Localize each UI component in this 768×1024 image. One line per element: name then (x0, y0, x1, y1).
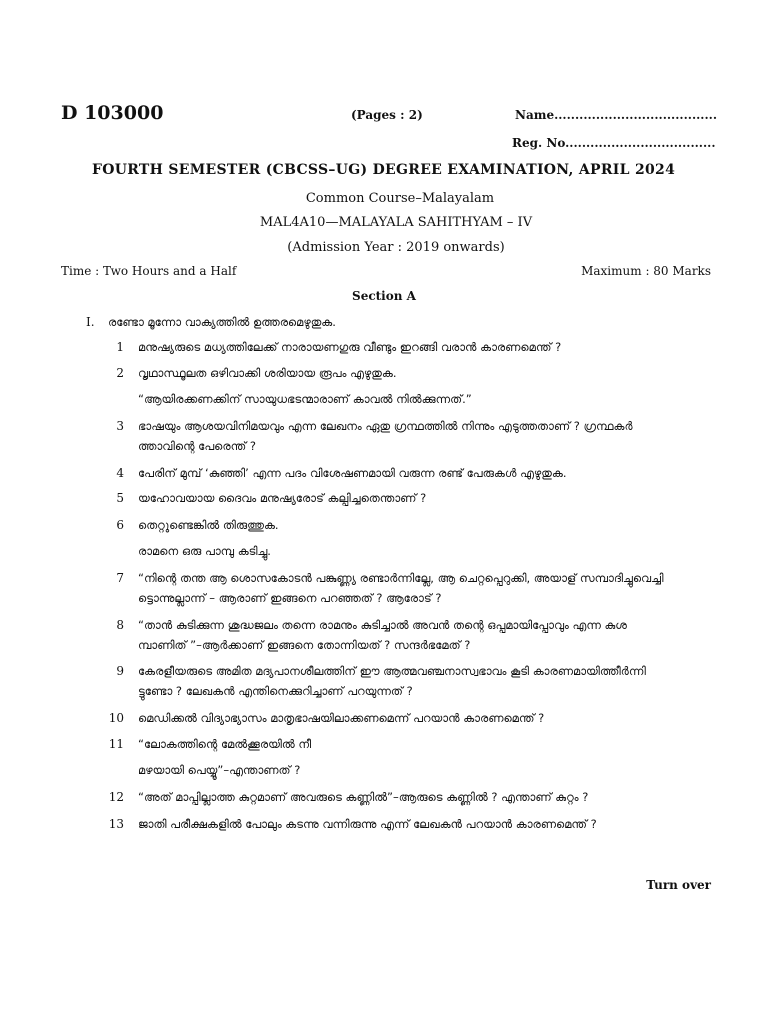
question-text: തെറ്റുണ്ടെങ്കിൽ തിരുത്തുക. (138, 518, 279, 532)
question-number: 6 (116, 518, 124, 532)
page-count: (Pages : 2) (351, 108, 423, 122)
exam-duration: Time : Two Hours and a Half (61, 264, 237, 278)
question-text: “അത് മാപ്പില്ലാത്ത കുറ്റമാണ് അവരുടെ കണ്ണിൽ”–ആരുടെ കണ്ണിൽ ? എന്താണ് കുറ്റം ? (138, 790, 589, 804)
question-text-line2: ട്ടൊന്നുല്ലാന്ന് – ആരാണ് ഇങ്ങനെ പറഞ്ഞത് ? ആരോട് ? (138, 591, 442, 605)
question-text: യഹോവയായ ദൈവം മനുഷ്യരോട് കല്പിച്ചതെന്താണ് ? (138, 491, 427, 505)
reg-no-field-label: Reg. No.................................... (512, 136, 716, 150)
paper-code: D 103000 (61, 102, 164, 124)
question-number: 12 (108, 790, 124, 804)
question-number: 9 (116, 664, 124, 678)
maximum-marks: Maximum : 80 Marks (581, 264, 711, 278)
question-number: 5 (116, 491, 124, 505)
question-number: 11 (108, 737, 124, 751)
question-text: മനുഷ്യരുടെ മധ്യത്തിലേക്ക് നാരായണഗുരു വീണ്ടും ഇറങ്ങി വരാൻ കാരണമെന്ത് ? (138, 340, 562, 354)
question-number: 3 (116, 419, 124, 433)
turn-over-note: Turn over (646, 878, 711, 892)
question-text: “ലോകത്തിന്റെ മേൽക്കൂരയിൽ നീ (138, 737, 312, 751)
question-text-line2: രാമനെ ഒരു പാമ്പു കടിച്ചു. (138, 544, 271, 558)
question-text-line2: മ്പാണിത് ”–ആർക്കാണ് ഇങ്ങനെ തോന്നിയത് ? സന്ദർഭമേത് ? (138, 638, 471, 652)
question-text: പേരിന് മുമ്പ് ‘കുഞ്ഞി’ എന്ന പദം വിശേഷണമായി വരുന്ന രണ്ട് പേരുകൾ എഴുതുക. (138, 466, 567, 480)
section-instruction: രണ്ടോ മൂന്നോ വാക്യത്തിൽ ഉത്തരമെഴുതുക. (108, 315, 336, 329)
question-number: 1 (116, 340, 124, 354)
course-name: Common Course–Malayalam (305, 191, 495, 206)
name-field-label: Name....................................... (515, 108, 718, 122)
question-text-line2: “ആയിരക്കണക്കിന് സായുധഭടന്മാരാണ് കാവൽ നിൽക്കുന്നത്.” (138, 392, 472, 406)
question-text: “നിന്റെ തന്ത ആ ശൊസകോടൻ പങ്കുണ്ണ്യ രണ്ടാർന്നില്ലേ, ആ ചെറ്റപ്പെറുക്കി, അയാള് സമ്പാദിച്ചുവെച്ചി (138, 571, 664, 585)
question-text-line2: മഴയായി പെയ്യൂ”–എന്താണത് ? (138, 763, 301, 777)
question-number: 8 (116, 618, 124, 632)
question-text-line2: ട്ടുണ്ടോ ? ലേഖകൻ എന്തിനെക്കുറിച്ചാണ് പറയുന്നത് ? (138, 684, 413, 698)
admission-year: (Admission Year : 2019 onwards) (287, 240, 505, 255)
question-text: “താൻ കുടിക്കുന്ന ശുദ്ധജലം തന്നെ രാമനും കുടിച്ചാൽ അവൻ തന്റെ ഒപ്പമായിപ്പോവും എന്ന കുശ (138, 618, 627, 632)
question-number: 7 (116, 571, 124, 585)
question-text: ഭാഷയും ആശയവിനിമയവും എന്ന ലേഖനം ഏതു ഗ്രന്ഥത്തിൽ നിന്നും എടുത്തതാണ് ? ഗ്രന്ഥകർ (138, 419, 633, 433)
question-number: 2 (116, 366, 124, 380)
question-text: കേരളീയരുടെ അമിത മദ്യപാനശീലത്തിന് ഈ ആത്മവഞ്ചനാസ്വഭാവം കൂടി കാരണമായിത്തീർന്നി (138, 664, 646, 678)
question-number: 10 (108, 711, 124, 725)
question-text: വൃഥാസ്ഥൂലത ഒഴിവാക്കി ശരിയായ രൂപം എഴുതുക. (138, 366, 397, 380)
question-text-line2: ത്താവിന്റെ പേരെന്ത് ? (138, 439, 256, 453)
question-text: മെഡിക്കൽ വിദ്യാഭ്യാസം മാതൃഭാഷയിലാക്കണമെന്ന് പറയാൻ കാരണമെന്ത് ? (138, 711, 545, 725)
section-title: Section A (352, 289, 416, 303)
question-number: 13 (108, 817, 124, 831)
paper-name: MAL4A10—MALAYALA SAHITHYAM – IV (259, 215, 533, 230)
question-text: ജാതി പരീക്ഷകളിൽ പോലും കടന്നു വന്നിരുന്നു എന്ന് ലേഖകൻ പറയാൻ കാരണമെന്ത് ? (138, 817, 597, 831)
question-number: 4 (116, 466, 124, 480)
exam-title: FOURTH SEMESTER (CBCSS–UG) DEGREE EXAMINATION, APRIL 2024 (92, 162, 676, 178)
part-number: I. (86, 315, 95, 329)
